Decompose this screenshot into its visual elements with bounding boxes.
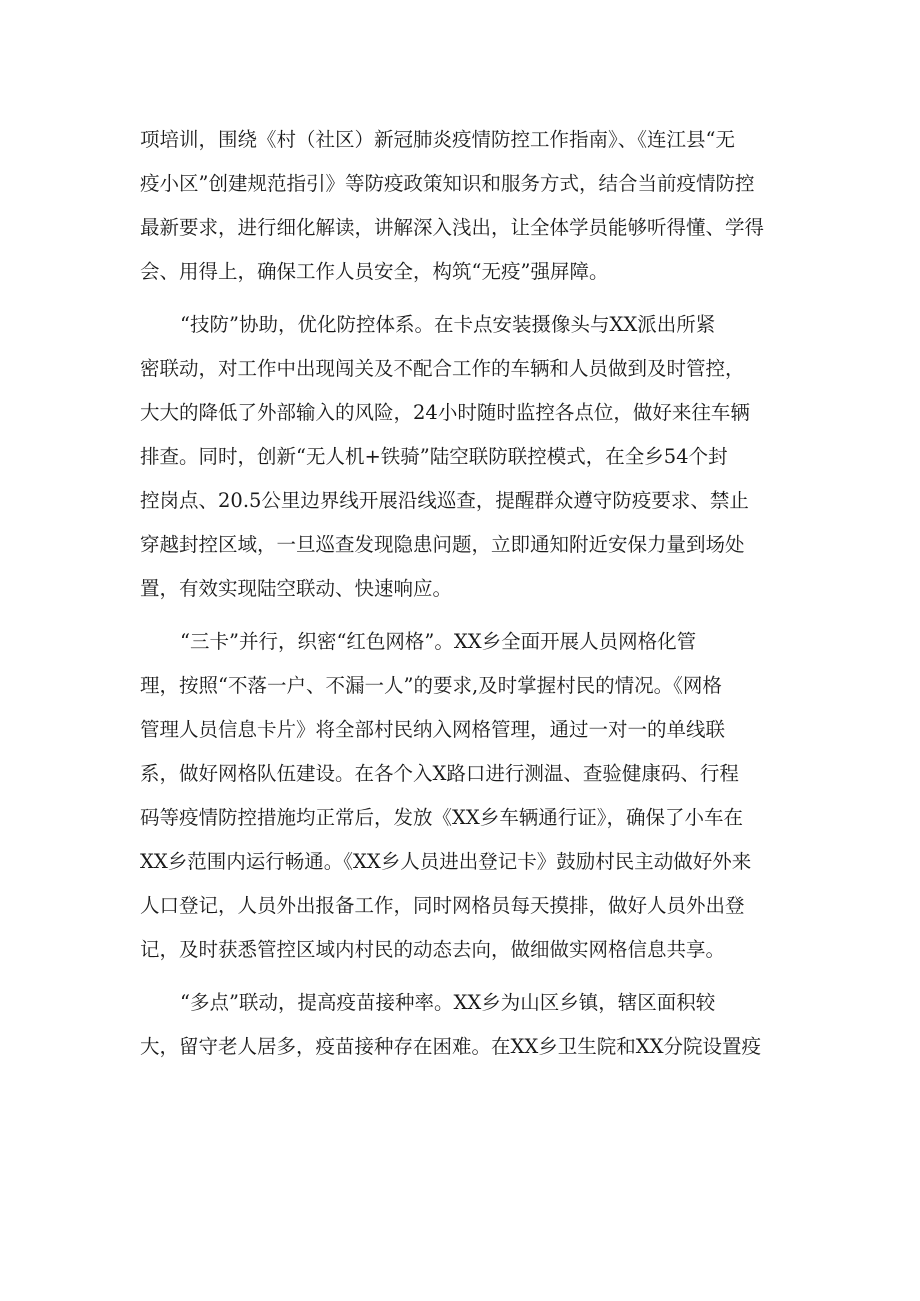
text-line: 排查。同时，创新“无人机+铁骑”陆空联防联控模式，在全乡54个封 <box>140 445 728 468</box>
document-body <box>140 118 780 1069</box>
text-line: 大大的降低了外部输入的风险，24小时随时监控各点位，做好来往车辆 <box>140 401 750 424</box>
text-line: 码等疫情防控措施均正常后，发放《XX乡车辆通行证》，确保了小车在 <box>140 806 744 829</box>
text-line: XX乡范围内运行畅通。《XX乡人员进出登记卡》鼓励村民主动做好外来 <box>140 850 752 873</box>
text-line: 密联动，对工作中出现闯关及不配合工作的车辆和人员做到及时管控， <box>140 357 745 380</box>
text-line: 系，做好网格队伍建设。在各个入X路口进行测温、查验健康码、行程 <box>140 762 739 785</box>
text-line: 疫小区”创建规范指引》等防疫政策知识和服务方式，结合当前疫情防控 <box>140 172 755 195</box>
text-line: 控岗点、20.5公里边界线开展沿线巡查，提醒群众遵守防疫要求、禁止 <box>140 489 749 512</box>
paragraph-1 <box>140 118 780 294</box>
text-line: 会、用得上，确保工作人员安全，构筑“无疫”强屏障。 <box>140 260 609 283</box>
text-line: “技防”协助，优化防控体系。在卡点安装摄像头与XX派出所紧 <box>180 313 716 336</box>
paragraph-4 <box>140 981 780 1069</box>
text-line: 理，按照“不落一户、不漏一人”的要求,及时掌握村民的情况。《网格 <box>140 674 722 697</box>
paragraph-2 <box>140 303 780 611</box>
text-line: 项培训，围绕《村（社区）新冠肺炎疫情防控工作指南》、《连江县“无 <box>140 128 735 151</box>
text-line: 置，有效实现陆空联动、快速响应。 <box>140 577 453 600</box>
text-line: “多点”联动，提高疫苗接种率。XX乡为山区乡镇，辖区面积较 <box>180 991 716 1014</box>
paragraph-3 <box>140 620 780 972</box>
text-line: 穿越封控区域，一旦巡查发现隐患问题，立即通知附近安保力量到场处 <box>140 533 745 556</box>
text-line: “三卡”并行，织密“红色网格”。XX乡全面开展人员网格化管 <box>180 630 697 653</box>
text-line: 最新要求，进行细化解读，讲解深入浅出，让全体学员能够听得懂、学得 <box>140 216 765 239</box>
text-line: 人口登记，人员外出报备工作，同时网格员每天摸排，做好人员外出登 <box>140 894 745 917</box>
text-line: 大，留守老人居多，疫苗接种存在困难。在XX乡卫生院和XX分院设置疫 <box>140 1035 762 1058</box>
text-line: 管理人员信息卡片》将全部村民纳入网格管理，通过一对一的单线联 <box>140 718 726 741</box>
text-line: 记，及时获悉管控区域内村民的动态去向，做细做实网格信息共享。 <box>140 938 726 961</box>
